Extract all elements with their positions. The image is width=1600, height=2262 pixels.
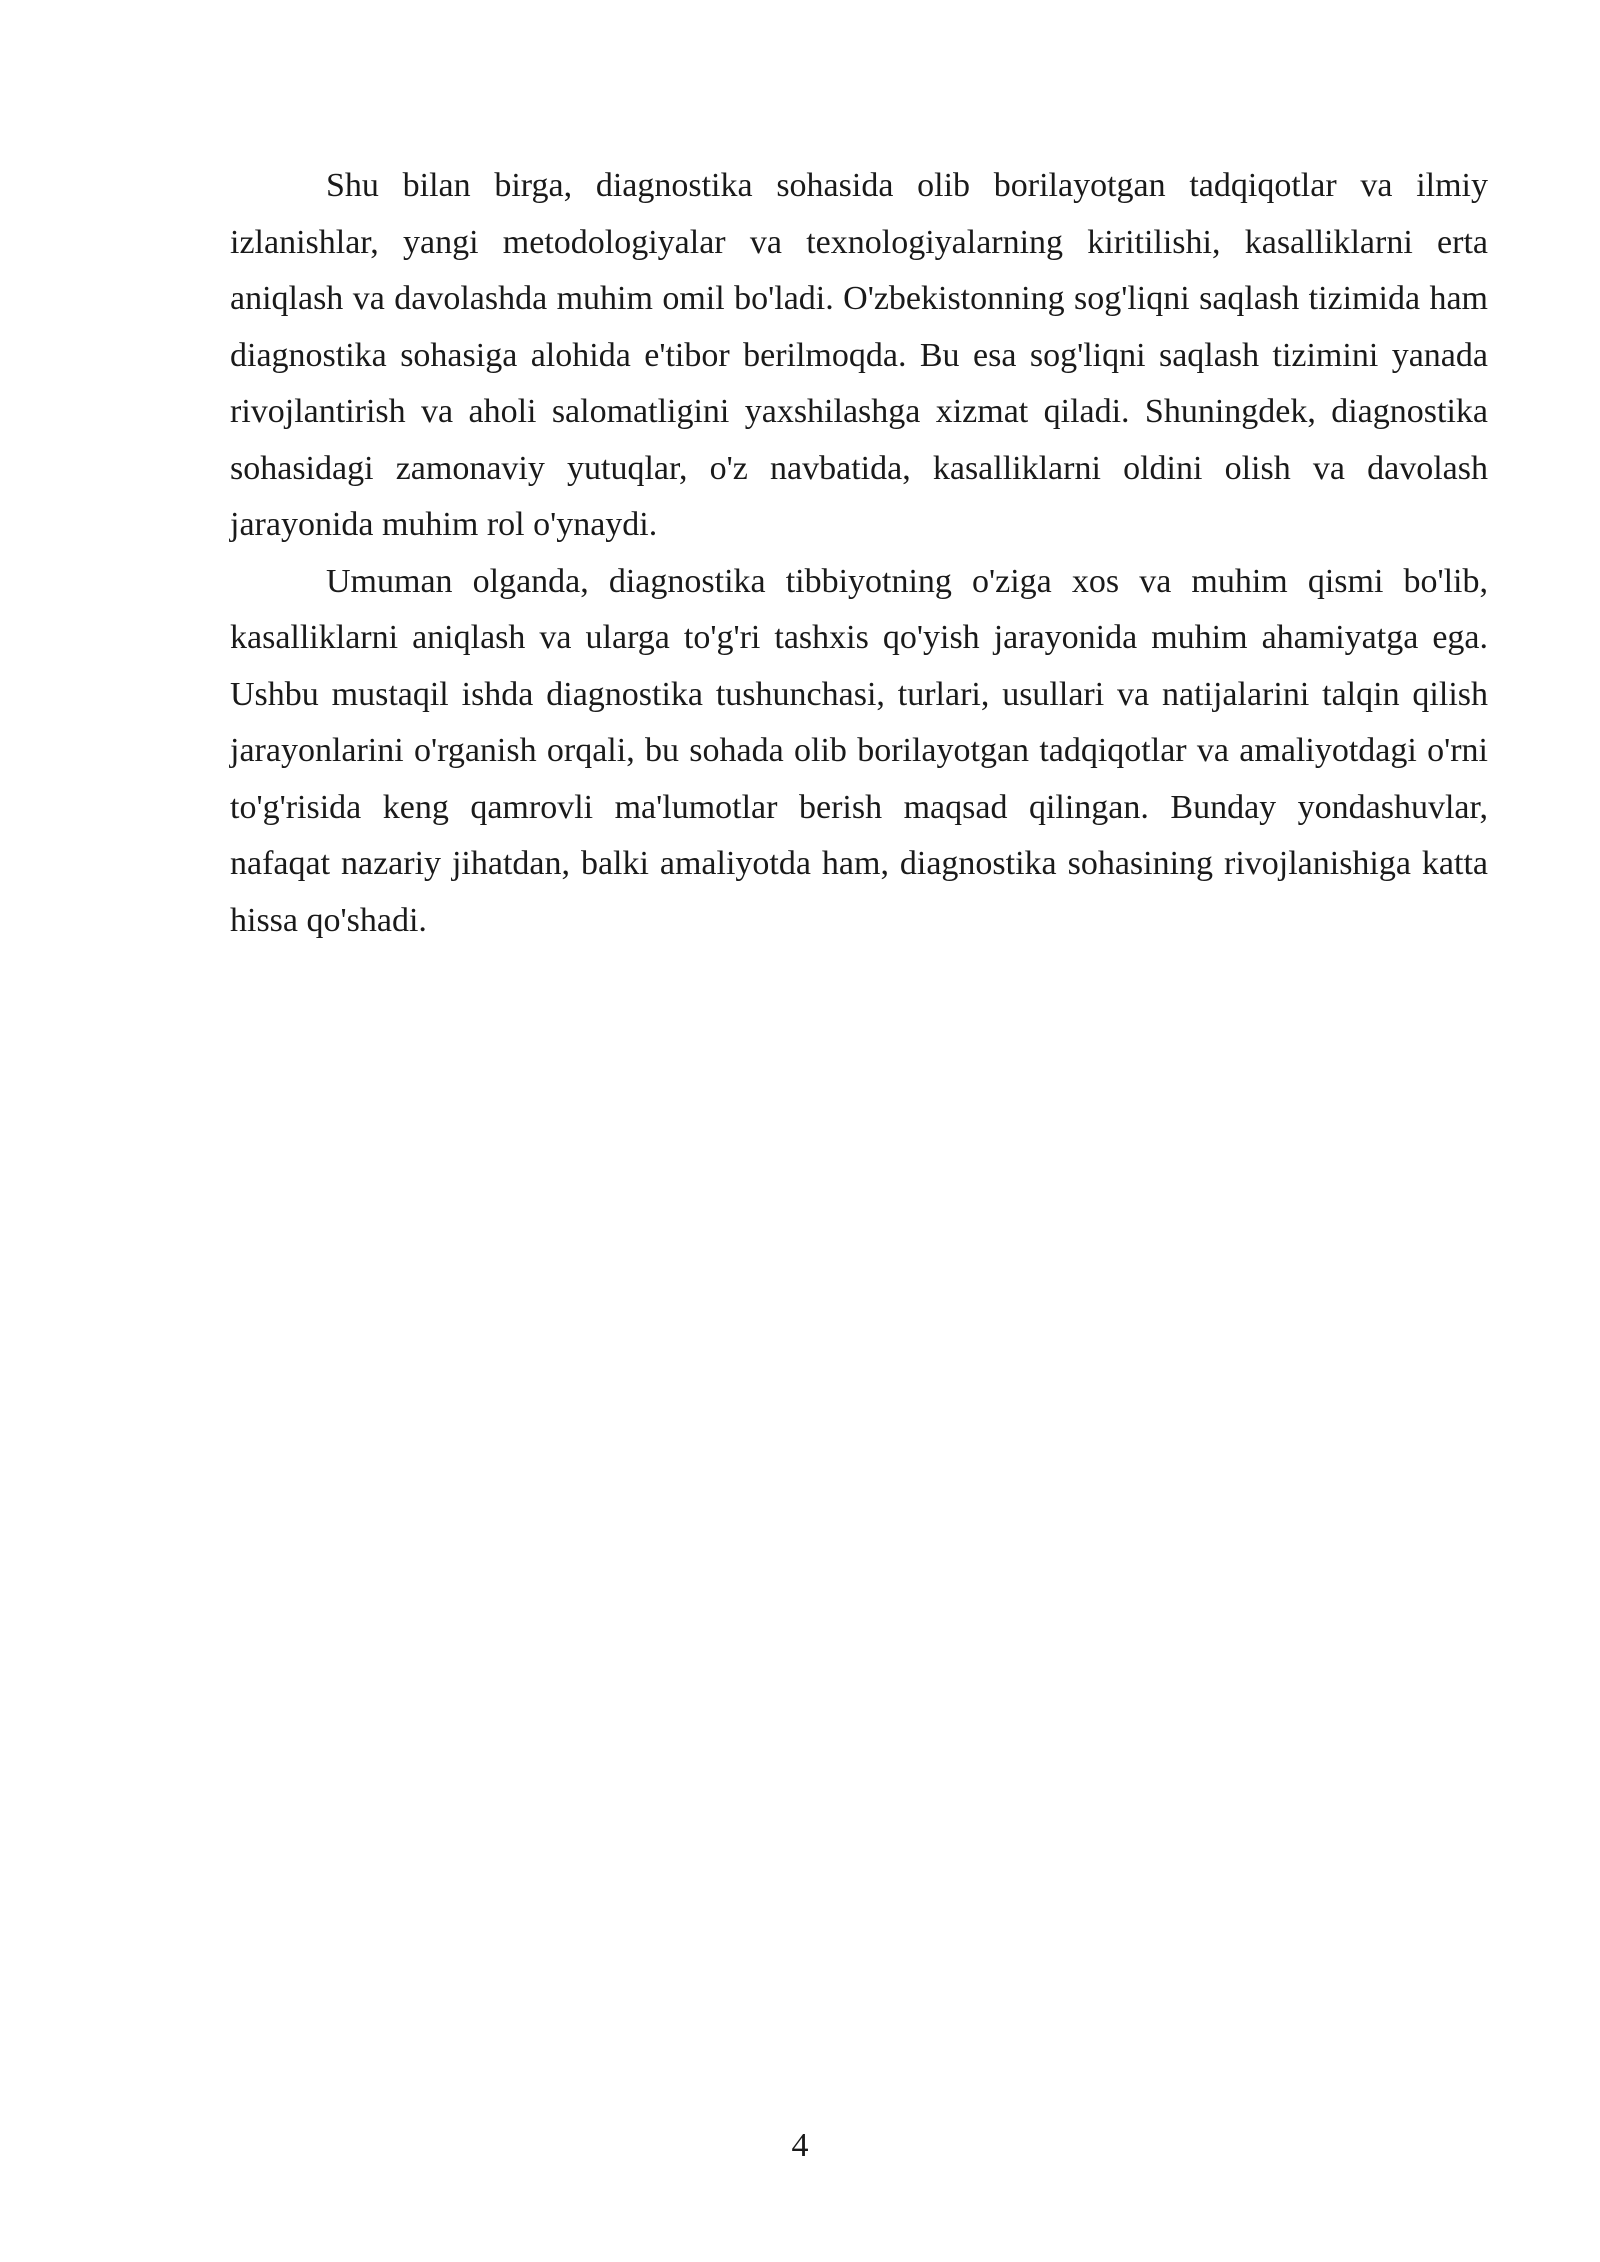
page-number: 4 bbox=[791, 2127, 809, 2164]
paragraph-1: Shu bilan birga, diagnostika sohasida olib borilayotgan tadqiqotlar va ilmiy izlanishlar, yangi metodologiyalar va texnologiyalarning kiritilishi, kasalliklarni erta aniqlash va davolashda muhim omil bo'ladi. O'zbekistonning sog'liqni saqlash tizimida ham diagnostika sohasiga alohida e'tibor berilmoqda. Bu esa sog'liqni saqlash tizimini yanada rivojlantirish va aholi salomatligini yaxshilashga xizmat qiladi. Shuningdek, diagnostika sohasidagi zamonaviy yutuqlar, o'z navbatida, kasalliklarni oldini olish va davolash jarayonida muhim rol o'ynaydi. bbox=[230, 167, 1488, 543]
body-text bbox=[230, 158, 1488, 949]
paragraph-2: Umuman olganda, diagnostika tibbiyotning o'ziga xos va muhim qismi bo'lib, kasalliklarni aniqlash va ularga to'g'ri tashxis qo'yish jarayonida muhim ahamiyatga ega. Ushbu mustaqil ishda diagnostika tushunchasi, turlari, usullari va natijalarini talqin qilish jarayonlarini o'rganish orqali, bu sohada olib borilayotgan tadqiqotlar va amaliyotdagi o'rni to'g'risida keng qamrovli ma'lumotlar berish maqsad qilingan. Bunday yondashuvlar, nafaqat nazariy jihatdan, balki amaliyotda ham, diagnostika sohasining rivojlanishiga katta hissa qo'shadi. bbox=[230, 562, 1488, 939]
